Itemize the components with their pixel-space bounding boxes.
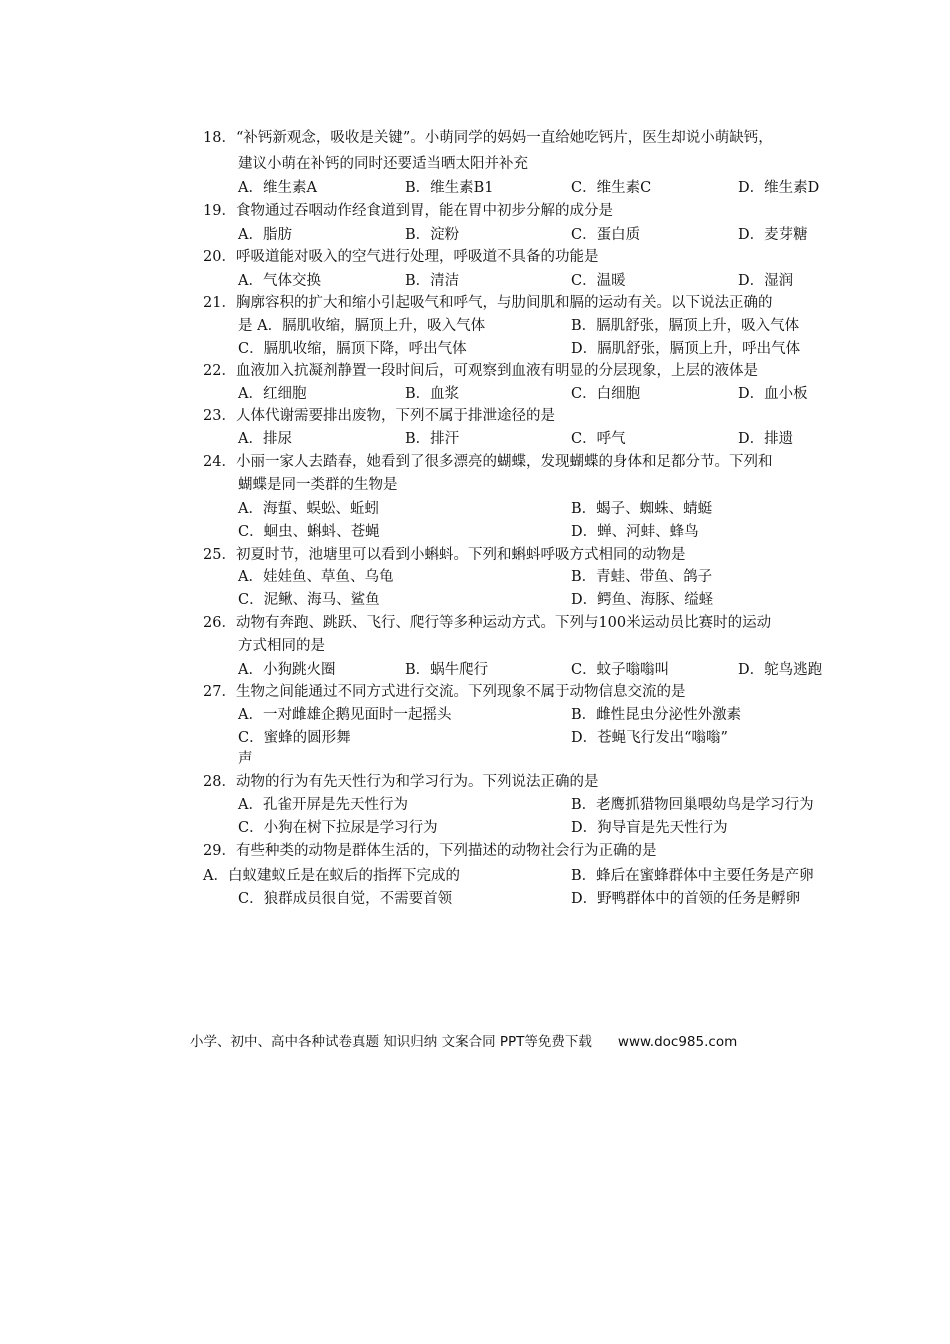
question-23-option-b: B．排汗 [405, 431, 460, 447]
question-18-option-a: A．维生素A [238, 180, 317, 196]
question-22-option-a: A．红细胞 [238, 386, 307, 402]
question-26-option-b: B．蜗牛爬行 [405, 662, 489, 678]
question-27-option-d: D．苍蝇飞行发出“嗡嗡” [571, 730, 728, 746]
question-29-option-a: A．白蚁建蚁丘是在蚁后的指挥下完成的 [203, 868, 460, 884]
question-19-option-d: D．麦芽糖 [738, 227, 808, 243]
question-22-stem: 22．血液加入抗凝剂静置一段时间后，可观察到血液有明显的分层现象，上层的液体是 [203, 363, 758, 379]
question-29-option-c: C．狼群成员很自觉，不需要首领 [238, 891, 453, 907]
question-23-option-c: C．呼气 [571, 431, 626, 447]
question-26-stem-line-2: 方式相同的是 [238, 638, 325, 654]
question-28-stem: 28．动物的行为有先天性行为和学习行为。下列说法正确的是 [203, 774, 599, 790]
question-27-stem: 27．生物之间能通过不同方式进行交流。下列现象不属于动物信息交流的是 [203, 684, 686, 700]
question-26-option-c: C．蚊子嗡嗡叫 [571, 662, 670, 678]
question-20-option-b: B．清洁 [405, 273, 460, 289]
question-23-option-d: D．排遗 [738, 431, 794, 447]
question-19-option-b: B．淀粉 [405, 227, 460, 243]
question-18-option-c: C．维生素C [571, 180, 652, 196]
question-22-option-c: C．白细胞 [571, 386, 641, 402]
question-22-option-b: B．血浆 [405, 386, 460, 402]
question-23-stem: 23．人体代谢需要排出废物，下列不属于排泄途径的是 [203, 408, 555, 424]
question-24-stem-line-2: 蝴蝶是同一类群的生物是 [238, 477, 398, 493]
question-29-option-b: B．蜂后在蜜蜂群体中主要任务是产卵 [571, 868, 814, 884]
question-21-option-d: D．膈肌舒张，膈顶上升，呼出气体 [571, 341, 801, 357]
question-24-option-c: C．蛔虫、蝌蚪、苍蝇 [238, 524, 380, 540]
question-24-option-b: B．蝎子、蜘蛛、蜻蜓 [571, 501, 713, 517]
question-20-stem: 20．呼吸道能对吸入的空气进行处理，呼吸道不具备的功能是 [203, 249, 599, 265]
question-25-stem: 25．初夏时节，池塘里可以看到小蝌蚪。下列和蝌蚪呼吸方式相同的动物是 [203, 547, 686, 563]
footer-url[interactable]: www.doc985.com [617, 1034, 738, 1050]
question-18-stem-line-1: 18．“补钙新观念，吸收是关键”。小萌同学的妈妈一直给她吃钙片，医生却说小萌缺钙， [203, 130, 773, 146]
question-24-stem-line-1: 24．小丽一家人去踏春，她看到了很多漂亮的蝴蝶，发现蝴蝶的身体和足都分节。下列和 [203, 454, 773, 470]
question-24-option-a: A．海蜇、蜈蚣、蚯蚓 [238, 501, 379, 517]
question-29-stem: 29．有些种类的动物是群体生活的，下列描述的动物社会行为正确的是 [203, 843, 657, 859]
question-21-option-b: B．膈肌舒张，膈顶上升，吸入气体 [571, 318, 800, 334]
question-23-option-a: A．排尿 [238, 431, 292, 447]
question-27-option-c: C．蜜蜂的圆形舞 [238, 730, 351, 746]
question-25-option-d: D．鳄鱼、海豚、缢蛏 [571, 592, 714, 608]
question-21-option-c: C．膈肌收缩，膈顶下降，呼出气体 [238, 341, 467, 357]
question-26-option-d: D．鸵鸟逃跑 [738, 662, 823, 678]
question-28-option-d: D．狗导盲是先天性行为 [571, 820, 728, 836]
question-27-option-d-wrap: 声 [238, 751, 253, 767]
question-18-stem-line-2: 建议小萌在补钙的同时还要适当晒太阳并补充 [238, 156, 528, 172]
footer-text: 小学、初中、高中各种试卷真题 知识归纳 文案合同 PPT等免费下载 [190, 1034, 592, 1050]
question-22-option-d: D．血小板 [738, 386, 808, 402]
question-21-stem: 21．胸廓容积的扩大和缩小引起吸气和呼气，与肋间肌和膈的运动有关。以下说法正确的 [203, 295, 773, 311]
question-21-option-a: 是 A．膈肌收缩，膈顶上升，吸入气体 [238, 318, 486, 334]
question-19-stem: 19．食物通过吞咽动作经食道到胃，能在胃中初步分解的成分是 [203, 203, 613, 219]
question-20-option-a: A．气体交换 [238, 273, 321, 289]
question-27-option-b: B．雌性昆虫分泌性外激素 [571, 707, 742, 723]
question-25-option-c: C．泥鳅、海马、鲨鱼 [238, 592, 380, 608]
page-footer [190, 1030, 737, 1050]
question-20-option-c: C．温暖 [571, 273, 626, 289]
question-18-option-b: B．维生素B1 [405, 180, 494, 196]
question-27-option-a: A．一对雌雄企鹅见面时一起摇头 [238, 707, 452, 723]
question-28-option-a: A．孔雀开屏是先天性行为 [238, 797, 408, 813]
question-26-option-a: A．小狗跳火圈 [238, 662, 336, 678]
question-29-option-d: D．野鸭群体中的首领的任务是孵卵 [571, 891, 801, 907]
question-24-option-d: D．蝉、河蚌、蜂鸟 [571, 524, 699, 540]
question-19-option-a: A．脂肪 [238, 227, 292, 243]
question-28-option-b: B．老鹰抓猎物回巢喂幼鸟是学习行为 [571, 797, 814, 813]
question-19-option-c: C．蛋白质 [571, 227, 641, 243]
question-28-option-c: C．小狗在树下拉尿是学习行为 [238, 820, 438, 836]
question-25-option-b: B．青蛙、带鱼、鸽子 [571, 569, 713, 585]
question-18-option-d: D．维生素D [738, 180, 820, 196]
question-25-option-a: A．娃娃鱼、草鱼、乌龟 [238, 569, 394, 585]
question-20-option-d: D．湿润 [738, 273, 794, 289]
question-26-stem-line-1: 26．动物有奔跑、跳跃、飞行、爬行等多种运动方式。下列与100米运动员比赛时的运动 [203, 615, 772, 631]
